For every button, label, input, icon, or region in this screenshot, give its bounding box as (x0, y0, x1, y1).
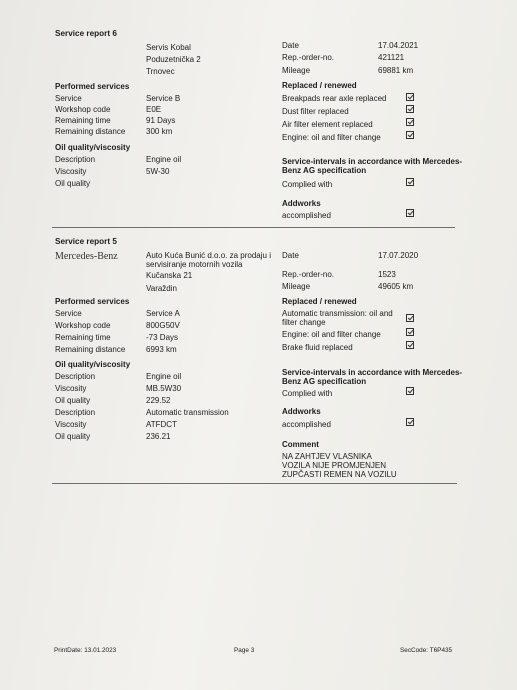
checkbox-checked-icon (406, 105, 414, 113)
report5-oil-description-value: Engine oil (146, 372, 182, 381)
footer-page-number: Page 3 (234, 647, 255, 654)
report6-remaining-time-label: Remaining time (55, 116, 111, 125)
report6-oil-viscosity-value: 5W-30 (146, 167, 170, 176)
report6-replaced-item: Air filter element replaced (282, 120, 373, 129)
report5-replaced-title: Replaced / renewed (282, 297, 357, 306)
report6-date-value: 17.04.2021 (378, 41, 419, 50)
report5-intervals-title: Service-intervals in accordance with Mercedes-Benz AG specification (282, 368, 463, 386)
report6-addworks-title: Addworks (282, 199, 321, 208)
report5-service-label: Service (55, 309, 82, 318)
report5-mileage-value: 49605 km (378, 282, 414, 291)
report5-comment-line: VOZILA NIJE PROMJENJEN (282, 461, 387, 470)
checkbox-checked-icon (406, 341, 414, 349)
section-divider (52, 227, 455, 228)
report5-oil-quality-label: Oil quality (55, 396, 91, 405)
report5-order-value: 1523 (378, 270, 396, 279)
report5-performed-title: Performed services (55, 297, 130, 306)
report6-date-label: Date (282, 41, 299, 50)
report5-service-value: Service A (146, 309, 180, 318)
report6-mileage-label: Mileage (282, 66, 311, 75)
checkbox-checked-icon (406, 387, 414, 395)
report6-workshop-label: Workshop code (55, 105, 111, 114)
report6-dealer-name: Servis Kobal (146, 43, 191, 52)
report6-workshop-value: E0E (146, 105, 162, 114)
report5-order-label: Rep.-order-no. (282, 270, 335, 279)
report5-oil-description-label: Description (55, 372, 96, 381)
report6-addworks-value: accomplished (282, 211, 331, 220)
checkbox-checked-icon (406, 131, 414, 139)
report6-replaced-item: Engine: oil and filter change (282, 133, 381, 142)
report5-date-value: 17.07.2020 (378, 251, 419, 260)
mercedes-benz-logo: Mercedes-Benz (55, 251, 118, 262)
report6-replaced-title: Replaced / renewed (282, 81, 357, 90)
report5-workshop-value: 800G50V (146, 321, 180, 330)
report5-remaining-distance-value: 6993 km (146, 345, 177, 354)
report5-addworks-title: Addworks (282, 407, 321, 416)
report5-replaced-item: Automatic transmission: oil and filter change (282, 309, 393, 327)
checkbox-checked-icon (406, 178, 414, 186)
report5-addworks-value: accomplished (282, 420, 331, 429)
report5-title: Service report 5 (55, 237, 117, 246)
report5-comment-line: NA ZAHTJEV VLASNIKA (282, 452, 372, 461)
report6-mileage-value: 69881 km (378, 66, 414, 75)
report5-trans-description-label: Description (55, 408, 96, 417)
report6-service-label: Service (55, 94, 82, 103)
report5-remaining-time-value: -73 Days (146, 333, 179, 342)
report6-dealer-street: Poduzetnička 2 (146, 55, 201, 64)
checkbox-checked-icon (406, 118, 414, 126)
report6-oil-quality-label: Oil quality (55, 179, 91, 188)
footer-print-date: PrintDate: 13.01.2023 (54, 647, 117, 654)
report5-trans-quality-value: 236.21 (146, 432, 171, 441)
report6-oil-title: Oil quality/viscosity (55, 143, 131, 152)
checkbox-checked-icon (406, 93, 414, 101)
report6-oil-description-label: Description (55, 155, 96, 164)
report6-oil-viscosity-label: Viscosity (55, 167, 87, 176)
report6-intervals-title: Service-intervals in accordance with Mercedes-Benz AG specification (282, 157, 463, 175)
report6-order-value: 421121 (378, 53, 405, 62)
report5-oil-viscosity-value: MB.5W30 (146, 384, 182, 393)
section-divider (52, 483, 457, 484)
report5-dealer-name: Auto Kuća Bunić d.o.o. za prodaju i servisiranje motornih vozila (146, 251, 271, 269)
report5-comment-title: Comment (282, 440, 319, 449)
report5-replaced-item: Brake fluid replaced (282, 343, 353, 352)
checkbox-checked-icon (406, 328, 414, 336)
report6-dealer-city: Trnovec (146, 67, 175, 76)
report6-order-label: Rep.-order-no. (282, 53, 335, 62)
footer-sec-code: SecCode: T6P435 (400, 647, 453, 654)
report5-comment-line: ZUPČASTI REMEN NA VOZILU (282, 470, 397, 479)
report5-trans-viscosity-label: Viscosity (55, 420, 87, 429)
report6-performed-title: Performed services (55, 82, 130, 91)
report5-workshop-label: Workshop code (55, 321, 111, 330)
report5-replaced-item: Engine: oil and filter change (282, 330, 381, 339)
report6-title: Service report 6 (55, 29, 117, 38)
report6-replaced-item: Breakpads rear axle replaced (282, 94, 387, 103)
report5-oil-quality-value: 229.52 (146, 396, 171, 405)
report5-remaining-time-label: Remaining time (55, 333, 111, 342)
report5-date-label: Date (282, 251, 299, 260)
report6-remaining-time-value: 91 Days (146, 116, 176, 125)
report5-trans-quality-label: Oil quality (55, 432, 91, 441)
report5-dealer-city: Varaždin (146, 284, 177, 293)
report5-mileage-label: Mileage (282, 282, 311, 291)
report6-remaining-distance-value: 300 km (146, 127, 173, 136)
report6-service-value: Service B (146, 94, 181, 103)
report6-replaced-item: Dust filter replaced (282, 107, 349, 116)
report5-trans-description-value: Automatic transmission (146, 408, 229, 417)
report5-remaining-distance-label: Remaining distance (55, 345, 126, 354)
checkbox-checked-icon (406, 209, 414, 217)
checkbox-checked-icon (406, 418, 414, 426)
report5-dealer-street: Kučanska 21 (146, 271, 193, 280)
report5-intervals-value: Complied with (282, 389, 333, 398)
report6-intervals-value: Complied with (282, 180, 333, 189)
report5-trans-viscosity-value: ATFDCT (146, 420, 177, 429)
checkbox-checked-icon (406, 314, 414, 322)
report5-oil-title: Oil quality/viscosity (55, 360, 131, 369)
report6-remaining-distance-label: Remaining distance (55, 127, 126, 136)
report5-oil-viscosity-label: Viscosity (55, 384, 87, 393)
report6-oil-description-value: Engine oil (146, 155, 182, 164)
